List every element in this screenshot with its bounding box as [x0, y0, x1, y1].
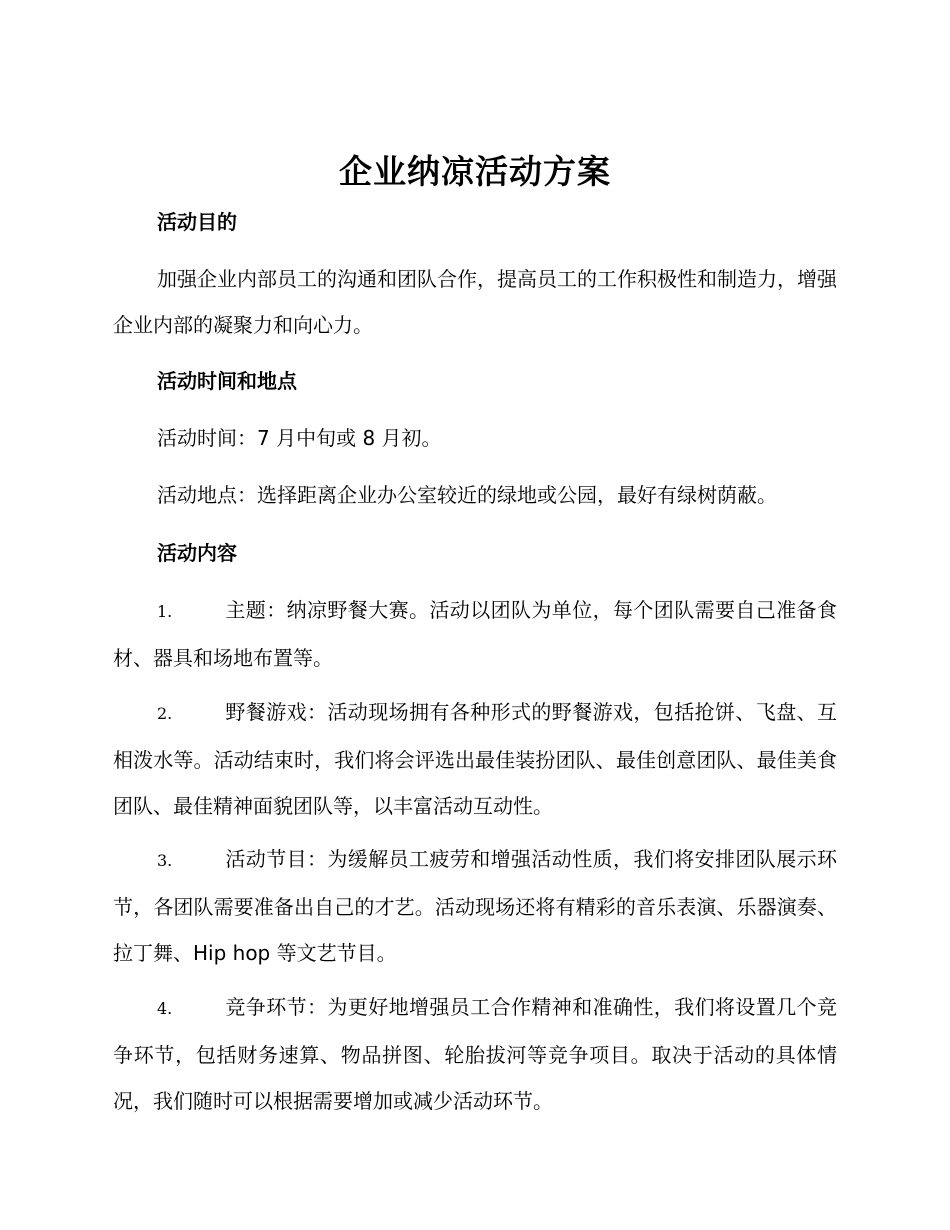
document-title: 企业纳凉活动方案: [339, 152, 611, 191]
activity-place-paragraph: 活动地点：选择距离企业办公室较近的绿地或公园，最好有绿树荫蔽。: [157, 483, 777, 507]
section-heading-time-place: 活动时间和地点: [157, 369, 297, 393]
list-item: [113, 689, 837, 829]
activity-time-paragraph: 活动时间：7 月中旬或 8 月初。: [157, 426, 442, 450]
list-item: [113, 587, 837, 681]
section-heading-purpose: 活动目的: [157, 210, 237, 234]
list-item-number: 2.: [157, 704, 173, 723]
list-item-text: 竞争环节：为更好地增强员工合作精神和准确性，我们将设置几个竞争环节，包括财务速算、物品拼图、轮胎拔河等竞争项目。取决于活动的具体情况，我们随时可以根据需要增加或减少活动环节。: [113, 995, 837, 1113]
list-item-text: 主题：纳凉野餐大赛。活动以团队为单位，每个团队需要自己准备食材、器具和场地布置等。: [113, 598, 837, 670]
purpose-paragraph: 加强企业内部员工的沟通和团队合作，提高员工的工作积极性和制造力，增强企业内部的凝聚力和向心力。: [113, 267, 837, 337]
list-item-number: 4.: [157, 999, 173, 1018]
list-item-number: 3.: [157, 851, 173, 870]
list-item-text: 活动节目：为缓解员工疲劳和增强活动性质，我们将安排团队展示环节，各团队需要准备出自己的才艺。活动现场还将有精彩的音乐表演、乐器演奏、拉丁舞、Hip hop 等文艺节目。: [113, 847, 837, 965]
list-item-text: 野餐游戏：活动现场拥有各种形式的野餐游戏，包括抢饼、飞盘、互相泼水等。活动结束时，我们将会评选出最佳装扮团队、最佳创意团队、最佳美食团队、最佳精神面貌团队等，以丰富活动互动性。: [113, 700, 837, 818]
list-item: [113, 836, 837, 976]
list-item: [113, 984, 837, 1124]
list-item-number: 1.: [157, 602, 173, 621]
section-heading-content: 活动内容: [157, 541, 237, 565]
